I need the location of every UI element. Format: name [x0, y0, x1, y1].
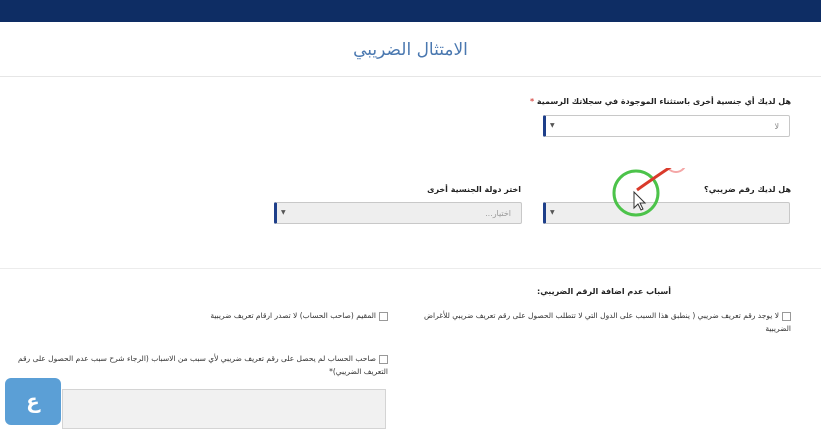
other-nationality-value: لا	[774, 122, 779, 131]
other-country-label: اختر دولة الجنسية أخرى	[427, 185, 521, 194]
reason-2-checkbox[interactable]	[379, 312, 388, 321]
mouse-pointer-icon	[610, 168, 695, 222]
other-nationality-label-text: هل لديك أي جنسية أخرى باستثناء الموجودة في سجلاتك الرسمية	[536, 97, 791, 106]
reason-3-label: صاحب الحساب لم يحصل على رقم تعريف ضريبي لأي سبب من الاسباب (الرجاء شرح سبب عدم الحصول على رقم التعريف الضريبي)*	[17, 354, 388, 376]
chevron-down-icon: ▼	[281, 209, 286, 216]
reason-explanation-textarea[interactable]	[62, 389, 386, 429]
site-logo: ع	[5, 378, 61, 425]
reason-option-1[interactable]	[421, 309, 791, 335]
other-nationality-select[interactable]	[543, 115, 790, 137]
reason-1-checkbox[interactable]	[782, 312, 791, 321]
reason-option-3[interactable]	[18, 352, 388, 378]
reason-3-checkbox[interactable]	[379, 355, 388, 364]
top-bar	[0, 0, 821, 22]
page-title: الامتثال الضريبي	[353, 40, 468, 60]
reasons-title: أسباب عدم اضافة الرقم الضريبي:	[537, 287, 671, 296]
required-mark: *	[529, 97, 535, 106]
tax-number-label: هل لديك رقم ضريبي؟	[704, 185, 791, 194]
chevron-down-icon: ▼	[550, 122, 555, 129]
section-divider	[0, 268, 821, 269]
other-country-select[interactable]	[274, 202, 522, 224]
reason-option-2[interactable]	[188, 309, 388, 322]
other-country-placeholder: اختيار...	[485, 209, 511, 218]
title-divider	[0, 76, 821, 77]
other-nationality-label	[530, 97, 791, 106]
reason-2-label: المقيم (صاحب الحساب) لا تصدر ارقام تعريف ضريبية	[210, 311, 376, 320]
reason-1-label: لا يوجد رقم تعريف ضريبي ( ينطبق هذا السبب على الدول التي لا تتطلب الحصول على رقم تعريف ضريبي للأغراض الضريبية	[423, 311, 791, 333]
chevron-down-icon: ▼	[550, 209, 555, 216]
